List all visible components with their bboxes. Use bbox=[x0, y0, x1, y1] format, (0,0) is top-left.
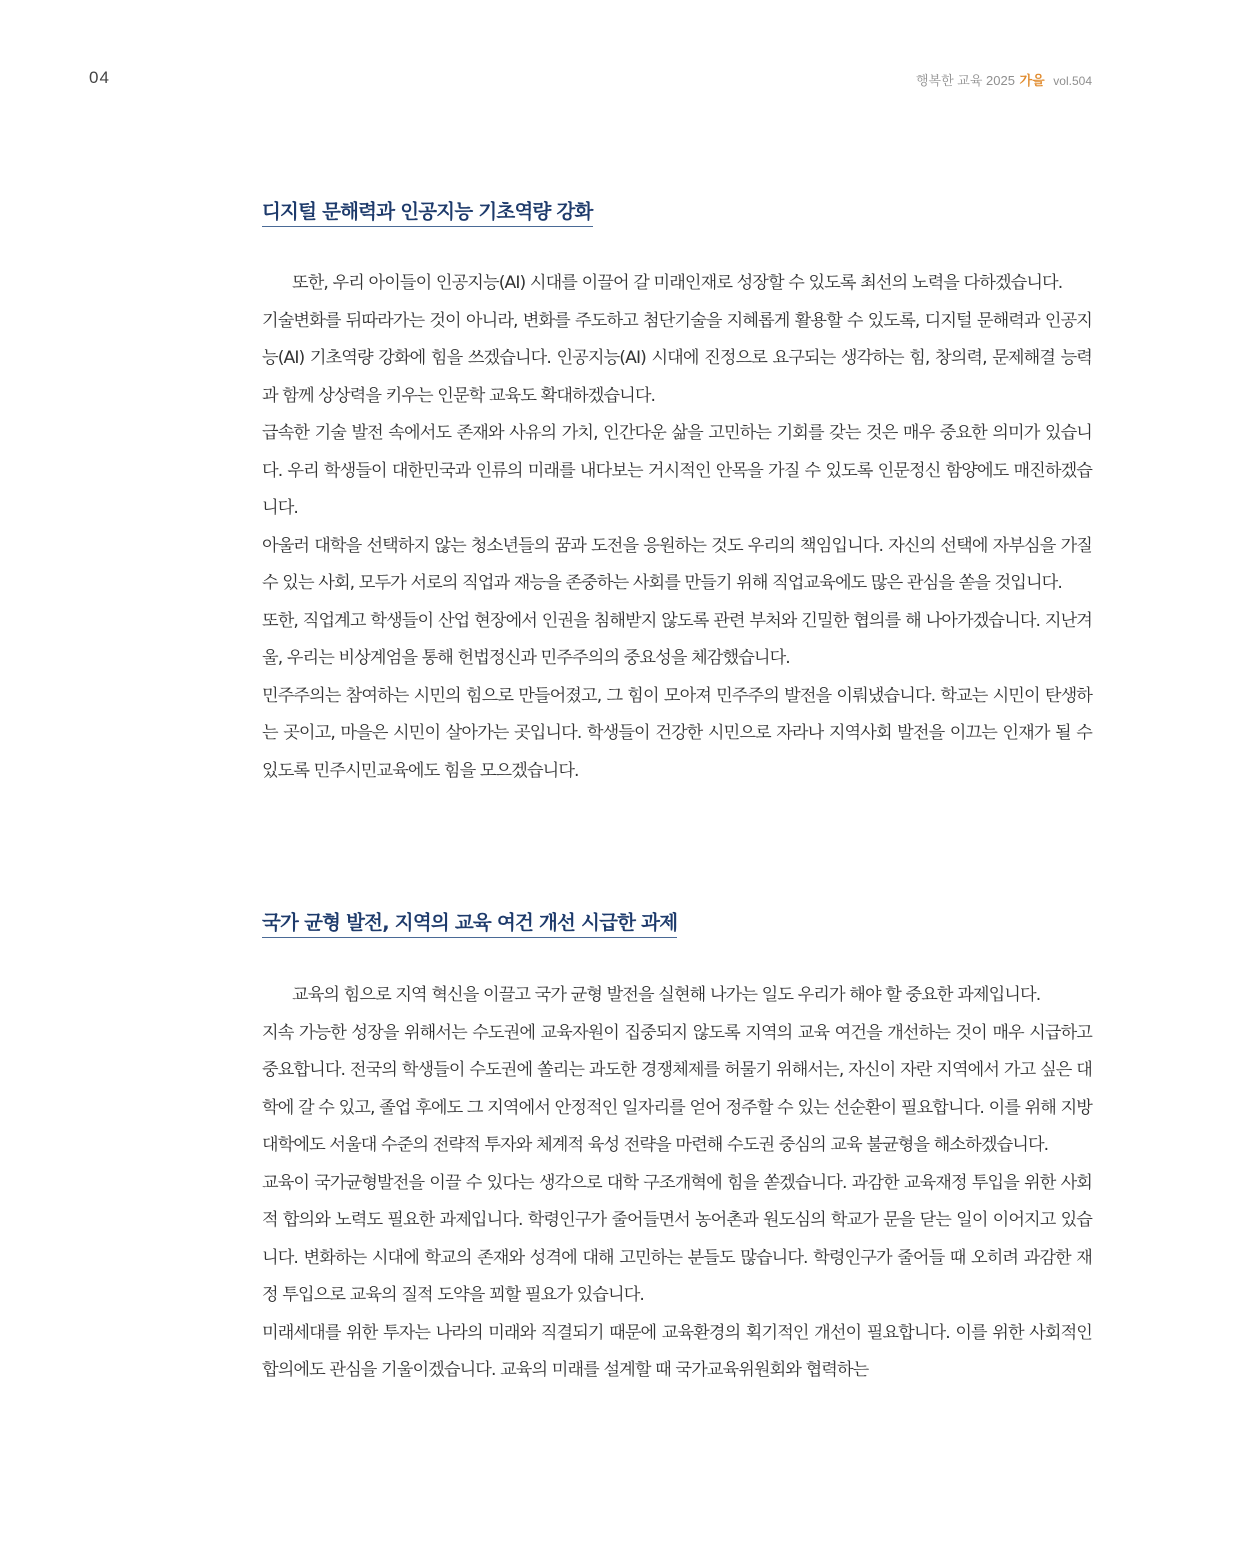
section-body-digital-literacy bbox=[262, 265, 1092, 790]
paragraph: 교육의 힘으로 지역 혁신을 이끌고 국가 균형 발전을 실현해 나가는 일도 우리가 해야 할 중요한 과제입니다. bbox=[292, 985, 1041, 1005]
paragraph: 지속 가능한 성장을 위해서는 수도권에 교육자원이 집중되지 않도록 지역의 교육 여건을 개선하는 것이 매우 시급하고 중요합니다. 전국의 학생들이 수도권에 쏠리는 과도한 경쟁체제를 허물기 위해서는, 자신이 자란 지역에서 가고 싶은 대학에 갈 수 있고, 졸업 후에도 그 지역에서 안정적인 일자리를 얻어 정주할 수 있는 선순환이 필요합니다. 이를 위해 지방대학에도 서울대 수준의 전략적 투자와 체계적 육성 전략을 마련해 수도권 중심의 교육 불균형을 해소하겠습니다. bbox=[262, 1022, 1092, 1155]
paragraph: 교육이 국가균형발전을 이끌 수 있다는 생각으로 대학 구조개혁에 힘을 쏟겠습니다. 과감한 교육재정 투입을 위한 사회적 합의와 노력도 필요한 과제입니다. 학령인구가 줄어들면서 농어촌과 원도심의 학교가 문을 닫는 일이 이어지고 있습니다. 변화하는 시대에 학교의 존재와 성격에 대해 고민하는 분들도 많습니다. 학령인구가 줄어들 때 오히려 과감한 재정 투입으로 교육의 질적 도약을 꾀할 필요가 있습니다. bbox=[262, 1172, 1092, 1305]
paragraph: 민주주의는 참여하는 시민의 힘으로 만들어졌고, 그 힘이 모아져 민주주의 발전을 이뤄냈습니다. 학교는 시민이 탄생하는 곳이고, 마을은 시민이 살아가는 곳입니다. 학생들이 건강한 시민으로 자라나 지역사회 발전을 이끄는 인재가 될 수 있도록 민주시민교육에도 힘을 모으겠습니다. bbox=[262, 685, 1092, 781]
paragraph: 기술변화를 뒤따라가는 것이 아니라, 변화를 주도하고 첨단기술을 지혜롭게 활용할 수 있도록, 디지털 문해력과 인공지능(AI) 기초역량 강화에 힘을 쓰겠습니다. 인공지능(AI) 시대에 진정으로 요구되는 생각하는 힘, 창의력, 문제해결 능력과 함께 상상력을 키우는 인문학 교육도 확대하겠습니다. bbox=[262, 310, 1092, 406]
section-heading-balanced-development: 국가 균형 발전, 지역의 교육 여건 개선 시급한 과제 bbox=[262, 907, 677, 938]
paragraph: 또한, 직업계고 학생들이 산업 현장에서 인권을 침해받지 않도록 관련 부처와 긴밀한 협의를 해 나아가겠습니다. 지난겨울, 우리는 비상계엄을 통해 헌법정신과 민주주의의 중요성을 체감했습니다. bbox=[262, 610, 1092, 668]
section-body-balanced-development bbox=[262, 977, 1092, 1390]
running-header bbox=[916, 70, 1092, 89]
paragraph: 급속한 기술 발전 속에서도 존재와 사유의 가치, 인간다운 삶을 고민하는 기회를 갖는 것은 매우 중요한 의미가 있습니다. 우리 학생들이 대한민국과 인류의 미래를 내다보는 거시적인 안목을 가질 수 있도록 인문정신 함양에도 매진하겠습니다. bbox=[262, 423, 1092, 518]
paragraph: 아울러 대학을 선택하지 않는 청소년들의 꿈과 도전을 응원하는 것도 우리의 책임입니다. 자신의 선택에 자부심을 가질 수 있는 사회, 모두가 서로의 직업과 재능을 존중하는 사회를 만들기 위해 직업교육에도 많은 관심을 쏟을 것입니다. bbox=[262, 535, 1092, 593]
section-heading-digital-literacy: 디지털 문해력과 인공지능 기초역량 강화 bbox=[262, 196, 593, 227]
volume-label: vol.504 bbox=[1053, 74, 1092, 88]
publication-title: 행복한 교육 2025 bbox=[915, 73, 1015, 88]
paragraph: 미래세대를 위한 투자는 나라의 미래와 직결되기 때문에 교육환경의 획기적인 개선이 필요합니다. 이를 위한 사회적인 합의에도 관심을 기울이겠습니다. 교육의 미래를 설계할 때 국가교육위원회와 협력하는 bbox=[262, 1322, 1092, 1380]
page-number: 04 bbox=[89, 68, 110, 87]
season-label: 가을 bbox=[1019, 73, 1045, 88]
paragraph: 또한, 우리 아이들이 인공지능(AI) 시대를 이끌어 갈 미래인재로 성장할 수 있도록 최선의 노력을 다하겠습니다. bbox=[292, 273, 1063, 293]
